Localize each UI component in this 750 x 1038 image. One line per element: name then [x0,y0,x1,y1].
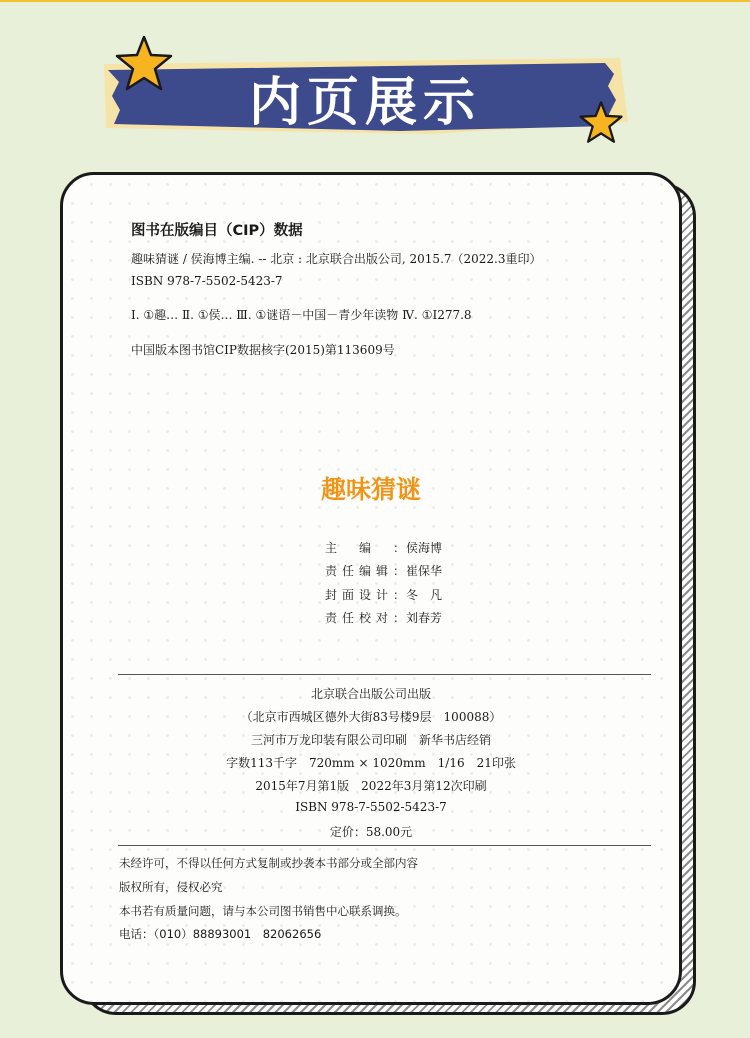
address-line: （北京市西城区德外大街83号楼9层 100088） [240,710,502,724]
credit-value: 冬 凡 [406,587,443,602]
divider [118,674,651,675]
divider [118,845,651,846]
copyright-notice: 未经许可，不得以任何方式复制或抄袭本书部分或全部内容 [119,856,418,870]
price-line: 定价：58.00元 [329,825,413,839]
credit-label: 封面设计： [325,587,405,602]
credit-value: 刘春芳 [406,610,443,625]
rights-notice: 版权所有，侵权必究 [119,880,223,894]
cip-heading: 图书在版编目（CIP）数据 [131,223,303,239]
cip-catalog-line: 趣味猜谜 / 侯海博主编. -- 北京 : 北京联合出版公司, 2015.7（2022.3重印） [131,252,542,266]
cip-record-line: 中国版本图书馆CIP数据核字(2015)第113609号 [131,343,395,357]
copyright-page [60,172,682,1005]
phone-line: 电话：（010）88893001 82062656 [119,927,322,941]
credit-row [325,609,525,632]
credit-value: 崔保华 [406,564,443,579]
printer-line: 三河市万龙印装有限公司印刷 新华书店经销 [250,733,491,747]
banner-title: 内页展示 [248,73,481,133]
book-title: 趣味猜谜 [320,475,421,504]
isbn-line: ISBN 978-7-5502-5423-7 [295,800,447,814]
specs-line: 字数113千字 720mm × 1020mm 1/16 21印张 [226,756,516,770]
credit-label: 责任校对： [325,610,405,625]
credit-label: 主编： [325,541,405,555]
top-accent-line [0,0,750,2]
edition-line: 2015年7月第1版 2022年3月第12次印刷 [255,779,487,793]
credits-list [325,539,525,632]
credit-row [325,562,525,585]
cip-isbn-line: ISBN 978-7-5502-5423-7 [131,274,283,288]
credit-label: 责任编辑： [325,564,405,579]
quality-notice: 本书若有质量问题，请与本公司图书销售中心联系调换。 [119,904,407,918]
cip-classification-line: Ⅰ. ①趣… Ⅱ. ①侯… Ⅲ. ①谜语－中国－青少年读物 Ⅳ. ①I277.8 [131,308,472,322]
credit-value: 侯海博 [406,541,443,555]
publisher-line: 北京联合出版公司出版 [310,687,431,701]
section-banner [100,30,630,155]
credit-row [325,539,525,562]
credit-row [325,586,525,609]
